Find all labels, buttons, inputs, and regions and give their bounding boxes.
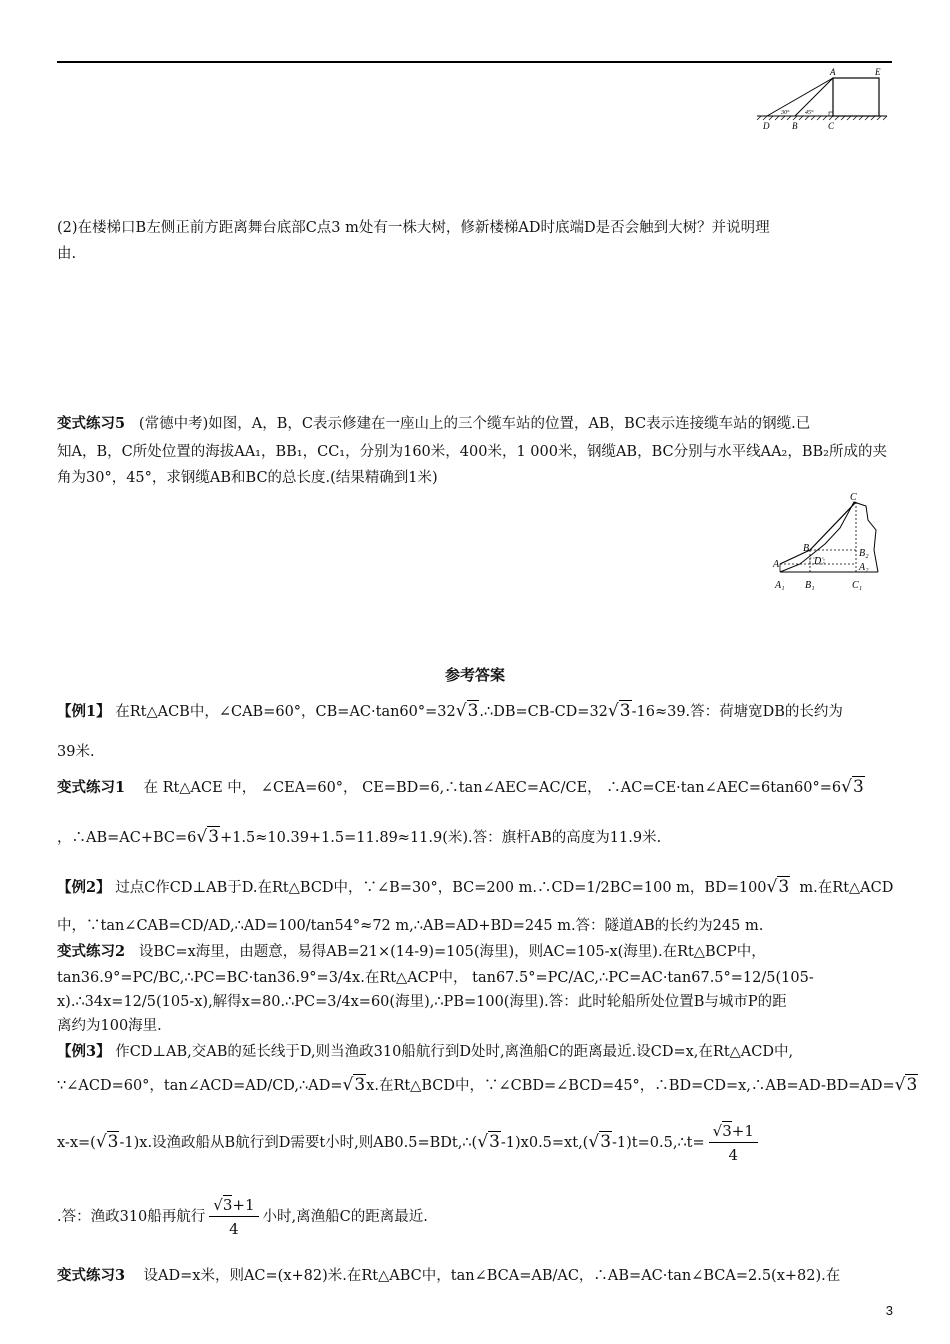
fig2-label-b1: B₁ [805,580,815,591]
example-3-line2 [57,1074,918,1095]
example-2-line2: 中，∵tan∠CAB=CD/AD,∴AD=100/tan54°≈72 m,∴AB=AD+BD=245 m.答：隧道AB的长约为245 m. [57,918,764,934]
example-3-text-c3: -1)x0.5=xt,( [500,1135,589,1151]
question-2-line1: (2)在楼梯口B左侧正前方距离舞台底部C点3 m处有一株大树，修新楼梯AD时底端D是否会触到大树？并说明理 [57,220,770,236]
fig2-label-c1: C₁ [852,580,863,591]
exercise-5-line2: 知A，B，C所处位置的海拔AA₁，BB₁，CC₁，分别为160米，400米，1 000米，钢缆AB，BC分别与水平线AA₂，BB₂所成的夹 [57,444,887,460]
fig2-label-a2: A₂ [859,562,869,573]
example-3-text-c4: -1)t=0.5,∴t= [612,1135,705,1151]
example-2-label: 【例2】 [57,879,111,896]
sqrt3-expr: √3 [841,777,864,797]
variant-2-line1 [57,940,766,961]
fig2-label-b2: B₂ [859,548,869,559]
sqrt3-expr: √3 [607,701,631,721]
exercise-5-line3: 角为30°，45°，求钢缆AB和BC的总长度.(结果精确到1米) [57,470,438,486]
variant-2-line2: tan36.9°=PC/BC,∴PC=BC·tan36.9°=3/4x.在Rt△ACP中， tan67.5°=PC/AC,∴PC=AC·tan67.5°=12/5(105- [57,970,814,986]
fig1-label-b: B [792,121,798,131]
example-3-text-b1: ∵∠ACD=60°，tan∠ACD=AD/CD,∴AD= [57,1078,343,1094]
variant-2-line4: 离约为100海里. [57,1018,162,1034]
example-3-text-c1: x-x=( [57,1135,96,1151]
fig1-label-d: D [763,121,770,131]
sqrt3-expr: √3 [342,1075,366,1095]
figure-stairs-stage [755,64,895,134]
variant-1-label: 变式练习1 [57,779,126,796]
sqrt3-expr: √3 [196,827,220,847]
example-2-text-a: 过点C作CD⊥AB于D.在Rt△BCD中，∵∠B=30°，BC=200 m.∴CD=1/2BC=100 m，BD=100 [115,880,767,896]
fraction-sqrt3-plus-1-over-4: $\frac{√3+1}{4}$ [709,1122,758,1164]
example-3-text-a: 作CD⊥AB,交AB的延长线于D,则当渔政310船航行到D处时,离渔船C的距离最近.设CD=x,在Rt△ACD中, [115,1044,794,1060]
sqrt3-expr: √3 [95,1132,119,1152]
example-3-text-c2: -1)x.设渔政船从B航行到D需要t小时,则AB0.5=BDt,∴( [119,1135,478,1151]
variant-1-text-b: ，∴AB=AC+BC=6 [57,830,197,846]
fig2-label-d: D [814,556,822,567]
variant-2-line3: x).∴34x=12/5(105-x),解得x=80.∴PC=3/4x=60(海里),∴PB=100(海里).答：此时轮船所处位置B与城市P的距 [57,994,787,1010]
fig2-label-b: B [803,543,810,554]
fig1-label-c: C [828,121,835,131]
variant-2-text-a: 设BC=x海里，由题意，易得AB=21×(14-9)=105(海里)，则AC=105-x(海里).在Rt△BCP中， [138,944,766,960]
fig1-label-e: E [875,67,881,77]
exercise-5-line1 [57,414,810,434]
sqrt3-expr: √3 [766,877,790,897]
example-3-line3 [57,1122,762,1164]
example-1-label: 【例1】 [57,703,111,720]
example-3-line1 [57,1040,793,1061]
variant-3-text-a: 设AD=x米，则AC=(x+82)米.在Rt△ABC中，tan∠BCA=AB/AC，∴AB=AC·tan∠BCA=2.5(x+82).在 [143,1268,841,1284]
sqrt3-expr: √3 [455,701,479,721]
page-number: 3 [885,1303,893,1318]
exercise-5-label: 变式练习5 [57,415,126,432]
exercise-5-text1: (常德中考)如图，A，B，C表示修建在一座山上的三个缆车站的位置，AB，BC表示连接缆车站的钢缆.已 [138,416,811,432]
fig1-label-a: A [830,67,836,77]
example-1-text-c: -16≈39.答：荷塘宽DB的长约为 [631,704,843,720]
example-2-text-b: m.在Rt△ACD [799,880,894,896]
example-3-text-b2: x.在Rt△BCD中，∵∠CBD=∠BCD=45°，∴BD=CD=x,∴AB=AD-BD=AD= [366,1078,895,1094]
example-1-line2: 39米. [57,744,95,760]
fig2-label-c: C [850,492,857,503]
fig2-label-a1: A₁ [775,580,785,591]
example-1-text-b: .∴DB=CB-CD=32 [479,704,608,720]
variant-1-text-c: +1.5≈10.39+1.5=11.89≈11.9(米).答：旗杆AB的高度为11.9米. [220,830,662,846]
fig1-angle-45: 45° [805,110,814,116]
variant-3-label: 变式练习3 [57,1267,126,1284]
figure-cable-car [770,488,890,598]
variant-1-line2 [57,826,661,847]
top-rule [57,61,892,63]
sqrt3-expr: √3 [588,1132,612,1152]
example-1-text-a: 在Rt△ACB中，∠CAB=60°，CB=AC·tan60°=32 [115,704,456,720]
example-1-line1 [57,700,843,721]
variant-1-line1 [57,776,865,797]
example-3-text-d1: .答：渔政310船再航行 [57,1209,206,1225]
sqrt3-expr: √3 [894,1075,918,1095]
example-2-line1 [57,876,893,897]
answers-title: 参考答案 [444,666,505,684]
fig2-label-a: A [773,559,780,570]
question-2-line2: 由. [57,246,77,262]
fig1-angle-30: 30° [781,110,790,116]
variant-1-text-a: 在 Rt△ACE 中， ∠CEA=60°， CE=BD=6,∴tan∠AEC=AC/CE， ∴AC=CE·tan∠AEC=6tan60°=6 [143,780,842,796]
example-3-line4 [57,1196,428,1238]
example-3-label: 【例3】 [57,1043,111,1060]
variant-2-label: 变式练习2 [57,943,126,960]
example-3-text-d2: 小时,离渔船C的距离最近. [262,1209,428,1225]
sqrt3-expr: √3 [477,1132,500,1152]
variant-3-line1 [57,1264,840,1285]
fraction-sqrt3-plus-1-over-4: $\frac{√3+1}{4}$ [209,1196,258,1238]
